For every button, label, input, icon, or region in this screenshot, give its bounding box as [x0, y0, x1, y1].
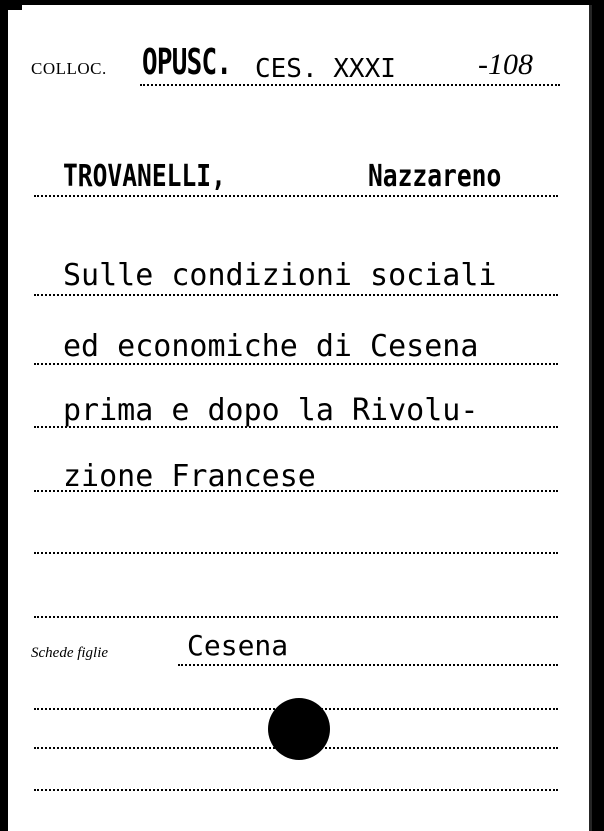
- punch-hole: [268, 698, 330, 760]
- title-line: zione Francese: [63, 459, 316, 494]
- schede-label: Schede figlie: [31, 645, 109, 661]
- opusc-stamp: OPUSC.: [142, 42, 232, 83]
- card-border-right-inner: [589, 0, 592, 831]
- card-border-top: [0, 0, 604, 5]
- dotted-line: [178, 664, 558, 666]
- dotted-line: [34, 552, 558, 554]
- dotted-line: [34, 363, 558, 365]
- title-line: ed economiche di Cesena: [63, 329, 479, 364]
- dotted-line: [34, 490, 558, 492]
- schede-value: Cesena: [187, 629, 289, 662]
- colloc-label: COLLOC.: [31, 59, 107, 78]
- author-surname: TROVANELLI,: [63, 159, 226, 194]
- dotted-line: [34, 294, 558, 296]
- card-border-notch: [8, 5, 22, 10]
- dotted-line: [34, 616, 558, 618]
- colloc-number: -108: [478, 48, 533, 81]
- card-border-left: [0, 0, 8, 831]
- dotted-line: [140, 84, 560, 86]
- colloc-value: CES. XXXI: [255, 54, 396, 84]
- title-line: Sulle condizioni sociali: [63, 258, 497, 293]
- author-name: Nazzareno: [368, 159, 502, 194]
- dotted-line: [34, 195, 558, 197]
- title-line: prima e dopo la Rivolu-: [63, 393, 479, 428]
- dotted-line: [34, 789, 558, 791]
- dotted-line: [34, 426, 558, 428]
- card-border-right: [592, 0, 604, 831]
